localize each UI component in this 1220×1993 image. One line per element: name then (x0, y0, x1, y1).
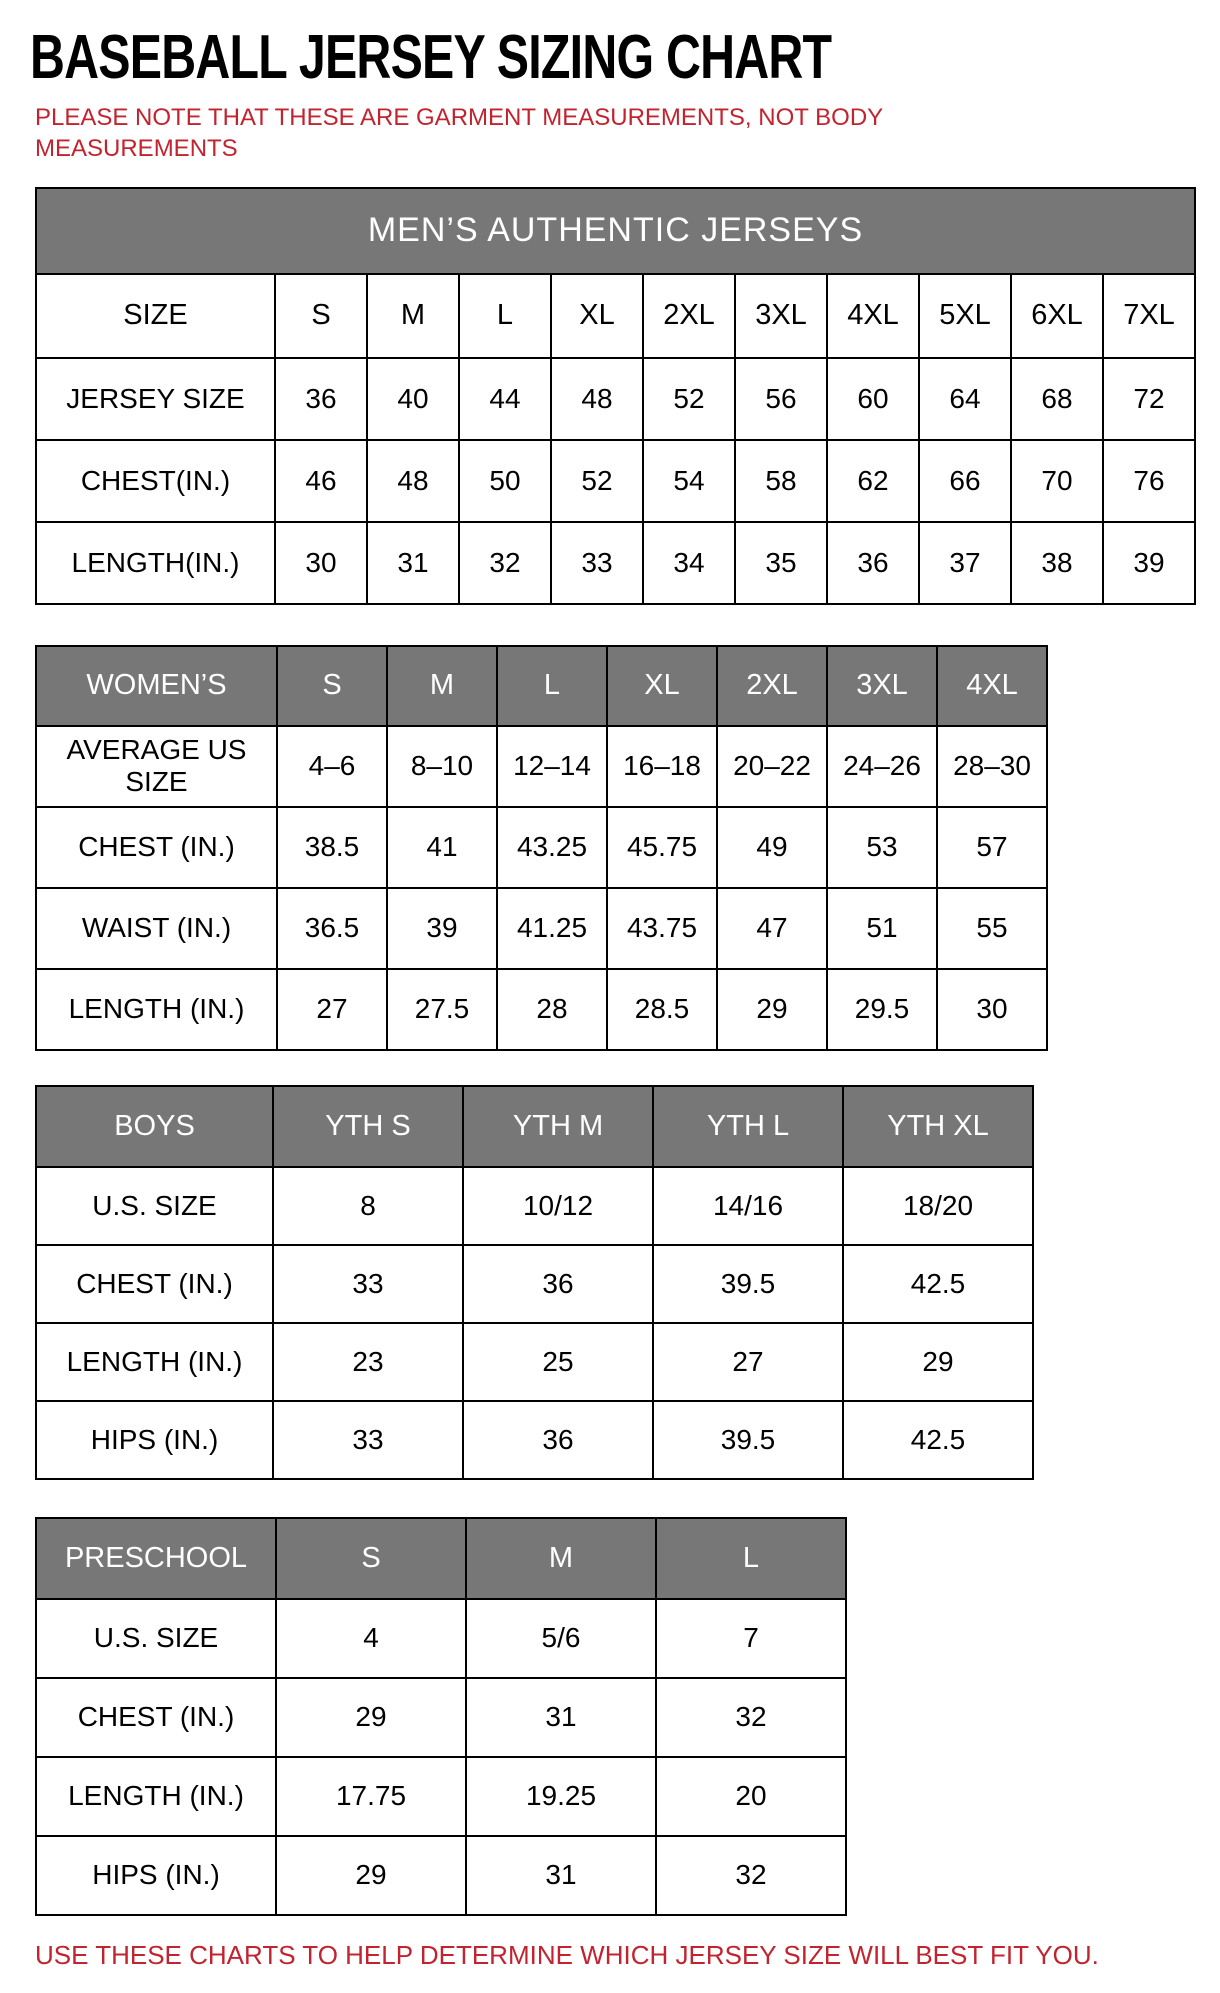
mens-sizing-table (35, 187, 1196, 605)
column-header-cell: S (275, 274, 367, 358)
womens-corner-header-cell: WOMEN’S (36, 646, 277, 726)
value-cell: 39 (1103, 522, 1195, 604)
value-cell: 48 (551, 358, 643, 440)
value-cell: 33 (551, 522, 643, 604)
boys-sizing-table (35, 1085, 1034, 1480)
value-cell: 40 (367, 358, 459, 440)
mens-corner-header-cell: SIZE (36, 274, 275, 358)
value-cell: 42.5 (843, 1245, 1033, 1323)
value-cell: 66 (919, 440, 1011, 522)
value-cell: 31 (466, 1678, 656, 1757)
row-label-cell: LENGTH (IN.) (36, 969, 277, 1050)
column-header-cell: M (387, 646, 497, 726)
value-cell: 41 (387, 807, 497, 888)
column-header-cell: 3XL (827, 646, 937, 726)
preschool-corner-header-cell: PRESCHOOL (36, 1518, 276, 1599)
column-header-cell: 4XL (937, 646, 1047, 726)
value-cell: 30 (937, 969, 1047, 1050)
value-cell: 35 (735, 522, 827, 604)
value-cell: 48 (367, 440, 459, 522)
value-cell: 20 (656, 1757, 846, 1836)
value-cell: 32 (656, 1836, 846, 1915)
row-label-cell: AVERAGE US SIZE (36, 726, 277, 807)
value-cell: 27.5 (387, 969, 497, 1050)
value-cell: 28 (497, 969, 607, 1050)
value-cell: 29 (276, 1836, 466, 1915)
column-header-cell: 6XL (1011, 274, 1103, 358)
value-cell: 39 (387, 888, 497, 969)
value-cell: 36 (275, 358, 367, 440)
value-cell: 41.25 (497, 888, 607, 969)
value-cell: 7 (656, 1599, 846, 1678)
value-cell: 43.75 (607, 888, 717, 969)
preschool-sizing-table (35, 1517, 847, 1916)
column-header-cell: L (656, 1518, 846, 1599)
value-cell: 58 (735, 440, 827, 522)
value-cell: 60 (827, 358, 919, 440)
value-cell: 55 (937, 888, 1047, 969)
value-cell: 12–14 (497, 726, 607, 807)
boys-table-section (30, 1085, 1200, 1480)
row-label-cell: HIPS (IN.) (36, 1401, 273, 1479)
value-cell: 52 (551, 440, 643, 522)
value-cell: 44 (459, 358, 551, 440)
value-cell: 16–18 (607, 726, 717, 807)
value-cell: 53 (827, 807, 937, 888)
value-cell: 31 (466, 1836, 656, 1915)
row-label-cell: WAIST (IN.) (36, 888, 277, 969)
column-header-cell: 5XL (919, 274, 1011, 358)
column-header-cell: 2XL (717, 646, 827, 726)
value-cell: 47 (717, 888, 827, 969)
row-label-cell: CHEST(IN.) (36, 440, 275, 522)
preschool-table-section (30, 1517, 1200, 1916)
column-header-cell: 4XL (827, 274, 919, 358)
value-cell: 57 (937, 807, 1047, 888)
value-cell: 29.5 (827, 969, 937, 1050)
value-cell: 28–30 (937, 726, 1047, 807)
value-cell: 29 (276, 1678, 466, 1757)
footer-note: USE THESE CHARTS TO HELP DETERMINE WHICH JERSEY SIZE WILL BEST FIT YOU. (35, 1939, 1099, 1970)
column-header-cell: YTH L (653, 1086, 843, 1167)
row-label-cell: LENGTH (IN.) (36, 1757, 276, 1836)
column-header-cell: L (497, 646, 607, 726)
value-cell: 43.25 (497, 807, 607, 888)
value-cell: 45.75 (607, 807, 717, 888)
column-header-cell: YTH XL (843, 1086, 1033, 1167)
value-cell: 19.25 (466, 1757, 656, 1836)
row-label-cell: LENGTH (IN.) (36, 1323, 273, 1401)
womens-table-section (30, 645, 1200, 1051)
value-cell: 29 (717, 969, 827, 1050)
value-cell: 62 (827, 440, 919, 522)
value-cell: 36.5 (277, 888, 387, 969)
column-header-cell: XL (551, 274, 643, 358)
boys-corner-header-cell: BOYS (36, 1086, 273, 1167)
value-cell: 8 (273, 1167, 463, 1245)
value-cell: 70 (1011, 440, 1103, 522)
value-cell: 4–6 (277, 726, 387, 807)
column-header-cell: 2XL (643, 274, 735, 358)
value-cell: 36 (827, 522, 919, 604)
value-cell: 36 (463, 1401, 653, 1479)
value-cell: 27 (653, 1323, 843, 1401)
value-cell: 10/12 (463, 1167, 653, 1245)
column-header-cell: S (276, 1518, 466, 1599)
value-cell: 72 (1103, 358, 1195, 440)
page-title: BASEBALL JERSEY SIZING CHART (30, 23, 832, 92)
row-label-cell: JERSEY SIZE (36, 358, 275, 440)
row-label-cell: U.S. SIZE (36, 1167, 273, 1245)
mens-table-banner: MEN’S AUTHENTIC JERSEYS (36, 188, 1195, 274)
column-header-cell: S (277, 646, 387, 726)
value-cell: 32 (656, 1678, 846, 1757)
value-cell: 68 (1011, 358, 1103, 440)
column-header-cell: 7XL (1103, 274, 1195, 358)
value-cell: 46 (275, 440, 367, 522)
row-label-cell: CHEST (IN.) (36, 1245, 273, 1323)
value-cell: 56 (735, 358, 827, 440)
garment-measurements-note: PLEASE NOTE THAT THESE ARE GARMENT MEASUREMENTS, NOT BODY MEASUREMENTS (35, 104, 883, 162)
row-label-cell: HIPS (IN.) (36, 1836, 276, 1915)
value-cell: 39.5 (653, 1401, 843, 1479)
value-cell: 51 (827, 888, 937, 969)
value-cell: 32 (459, 522, 551, 604)
value-cell: 4 (276, 1599, 466, 1678)
row-label-cell: U.S. SIZE (36, 1599, 276, 1678)
value-cell: 17.75 (276, 1757, 466, 1836)
value-cell: 52 (643, 358, 735, 440)
value-cell: 76 (1103, 440, 1195, 522)
value-cell: 23 (273, 1323, 463, 1401)
column-header-cell: YTH M (463, 1086, 653, 1167)
value-cell: 34 (643, 522, 735, 604)
value-cell: 38 (1011, 522, 1103, 604)
womens-sizing-table (35, 645, 1048, 1051)
row-label-cell: LENGTH(IN.) (36, 522, 275, 604)
value-cell: 29 (843, 1323, 1033, 1401)
column-header-cell: M (466, 1518, 656, 1599)
value-cell: 42.5 (843, 1401, 1033, 1479)
value-cell: 24–26 (827, 726, 937, 807)
value-cell: 5/6 (466, 1599, 656, 1678)
value-cell: 49 (717, 807, 827, 888)
value-cell: 14/16 (653, 1167, 843, 1245)
value-cell: 33 (273, 1401, 463, 1479)
row-label-cell: CHEST (IN.) (36, 807, 277, 888)
value-cell: 20–22 (717, 726, 827, 807)
column-header-cell: YTH S (273, 1086, 463, 1167)
column-header-cell: XL (607, 646, 717, 726)
value-cell: 37 (919, 522, 1011, 604)
value-cell: 36 (463, 1245, 653, 1323)
row-label-cell: CHEST (IN.) (36, 1678, 276, 1757)
value-cell: 50 (459, 440, 551, 522)
value-cell: 18/20 (843, 1167, 1033, 1245)
column-header-cell: L (459, 274, 551, 358)
value-cell: 31 (367, 522, 459, 604)
value-cell: 54 (643, 440, 735, 522)
value-cell: 25 (463, 1323, 653, 1401)
mens-table-section (30, 187, 1200, 605)
column-header-cell: M (367, 274, 459, 358)
value-cell: 28.5 (607, 969, 717, 1050)
value-cell: 39.5 (653, 1245, 843, 1323)
value-cell: 64 (919, 358, 1011, 440)
value-cell: 8–10 (387, 726, 497, 807)
column-header-cell: 3XL (735, 274, 827, 358)
value-cell: 33 (273, 1245, 463, 1323)
value-cell: 27 (277, 969, 387, 1050)
value-cell: 38.5 (277, 807, 387, 888)
value-cell: 30 (275, 522, 367, 604)
